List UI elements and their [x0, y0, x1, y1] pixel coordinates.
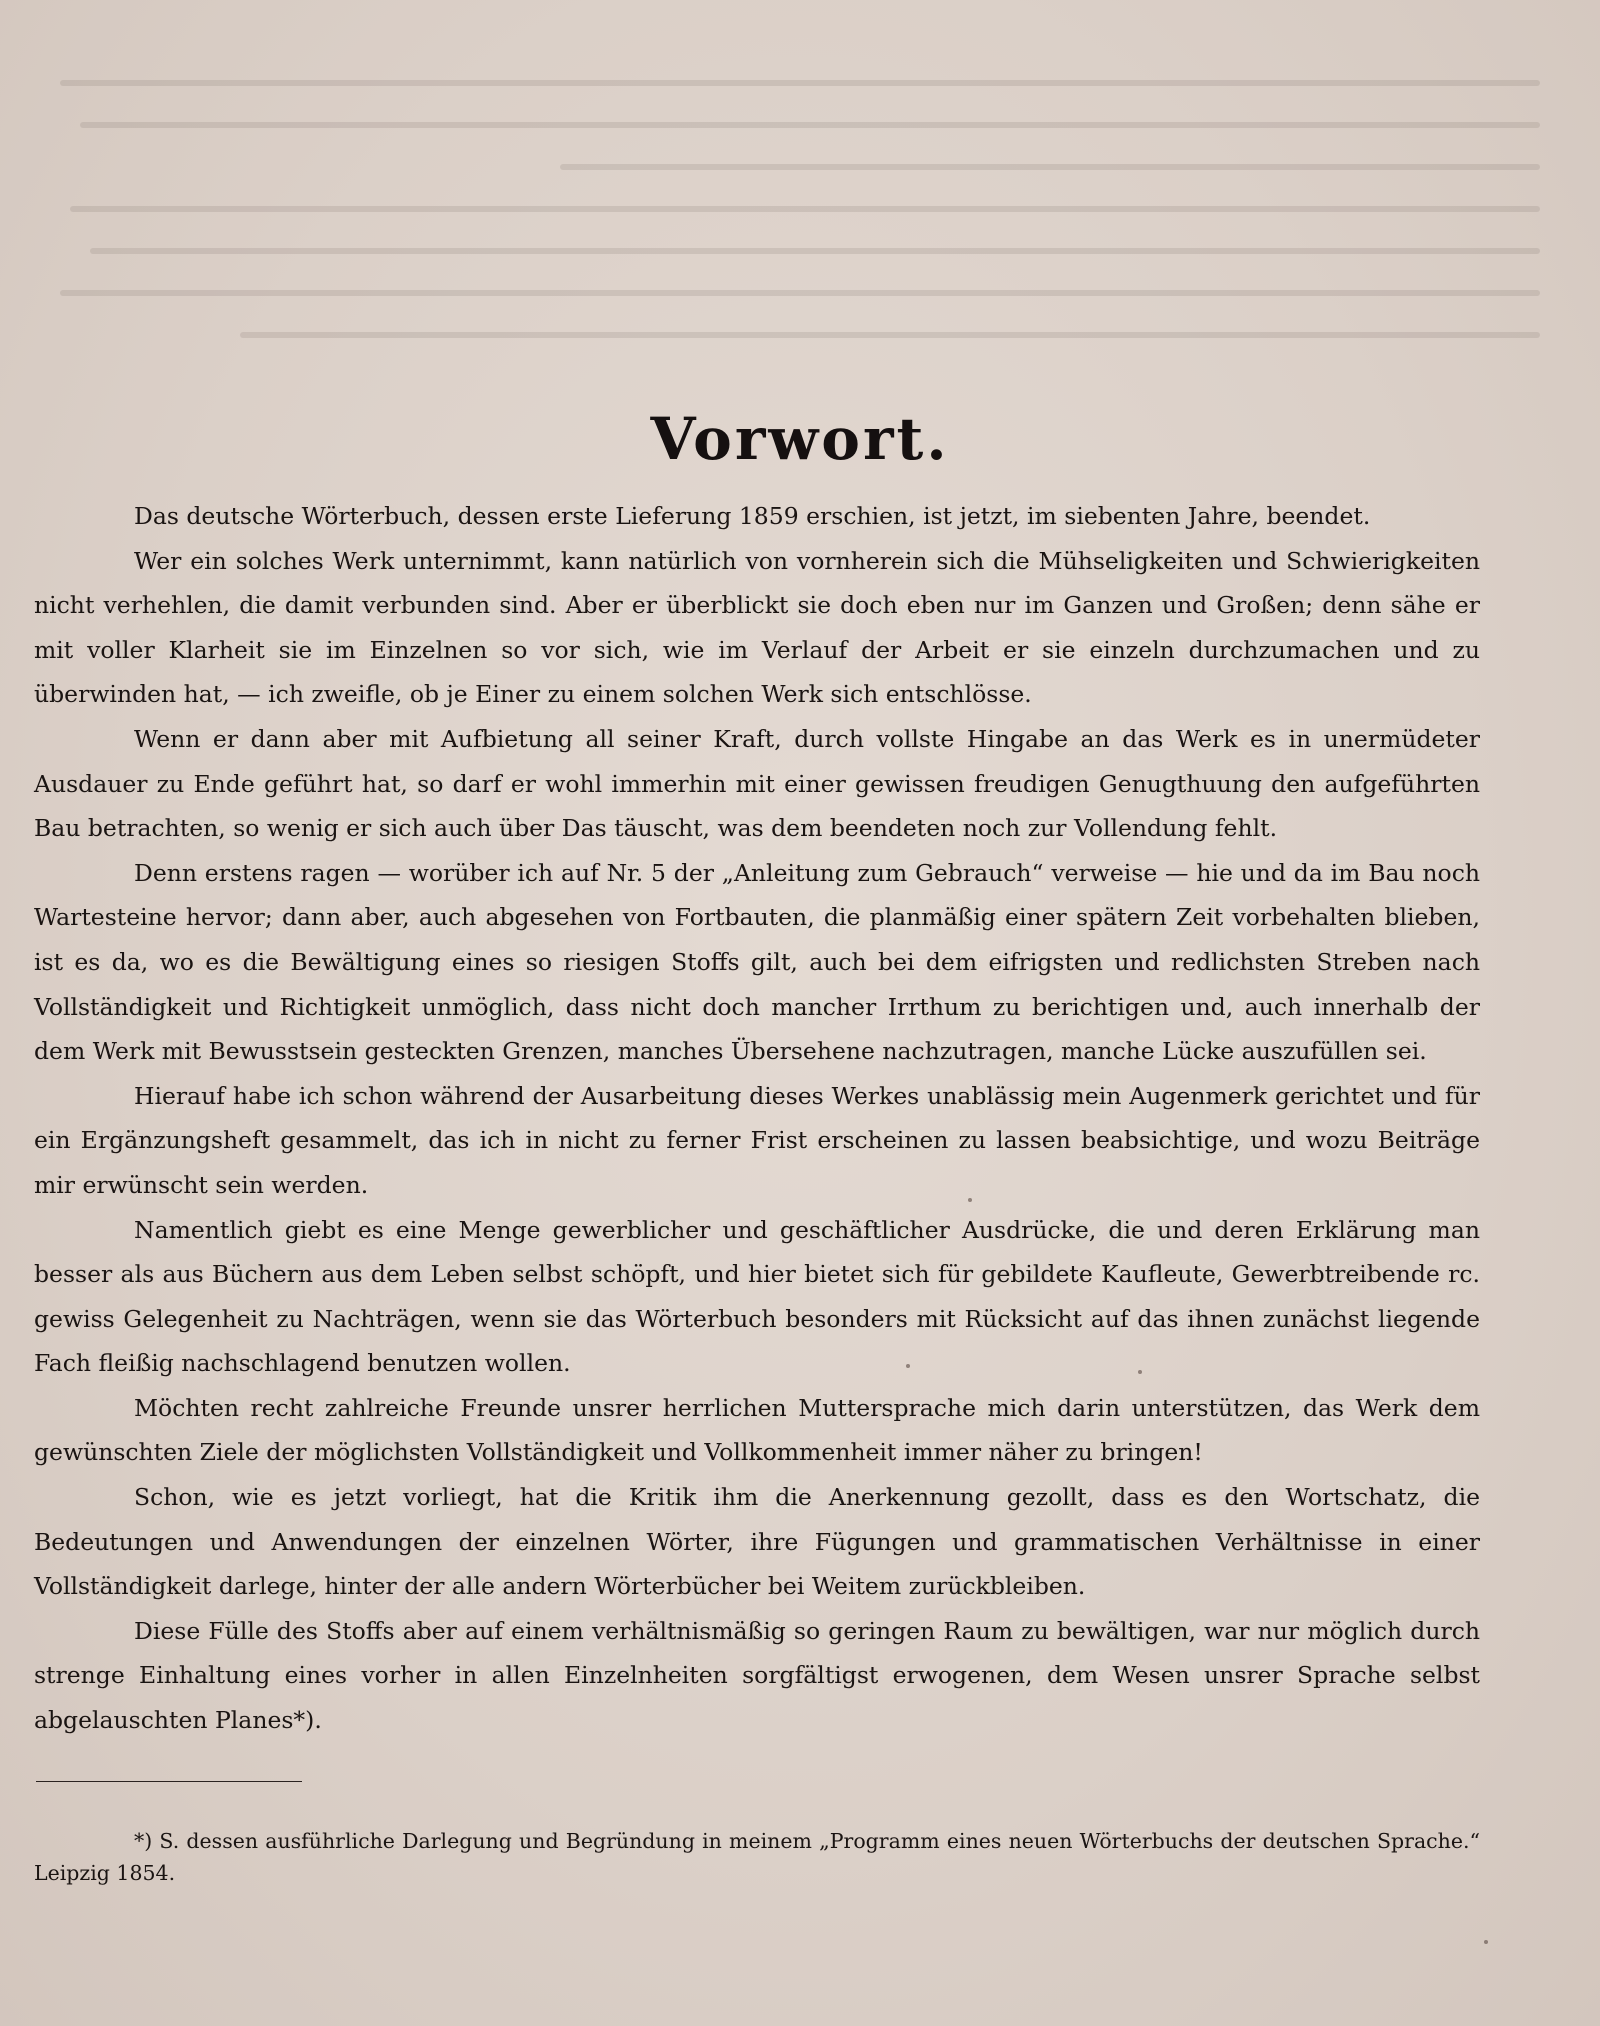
- paper-speck: [968, 1198, 972, 1202]
- paragraph: Wer ein solches Werk unternimmt, kann natürlich von vornherein sich die Mühseligkeiten und Schwierigkeiten nicht verhehlen, die damit verbunden sind. Aber er überblickt sie doch eben nur im Ganzen und Großen; denn sähe er mit voller Klarheit sie im Einzelnen so vor sich, wie im Verlauf der Arbeit er sie einzeln durchzumachen und zu überwinden hat, — ich zweifle, ob je Einer zu einem solchen Werk sich entschlösse.: [34, 546, 1480, 709]
- paragraph: Schon, wie es jetzt vorliegt, hat die Kritik ihm die Anerkennung gezollt, dass es den Wortschatz, die Bedeutungen und Anwendungen der einzelnen Wörter, ihre Fügungen und grammatischen Verhältnisse in einer Vollständigkeit darlege, hinter der alle andern Wörterbücher bei Weitem zurückbleiben.: [34, 1483, 1480, 1601]
- paragraph: Das deutsche Wörterbuch, dessen erste Lieferung 1859 erschien, ist jetzt, im siebenten Jahre, beendet.: [134, 502, 1371, 530]
- paragraph: Diese Fülle des Stoffs aber auf einem verhältnismäßig so geringen Raum zu bewältigen, war nur möglich durch strenge Einhaltung eines vorher in allen Einzelnheiten sorgfältigst erwogenen, dem Wesen unsrer Sprache selbst abgelauschten Planes*).: [34, 1616, 1480, 1735]
- paragraph: Denn erstens ragen — worüber ich auf Nr. 5 der „Anleitung zum Gebrauch“ verweise — hie und da im Bau noch Wartesteine hervor; dann aber, auch abgesehen von Fortbauten, die planmäßig einer spätern Zeit vorbehalten blieben, ist es da, wo es die Bewältigung eines so riesigen Stoffs gilt, auch bei dem eifrigsten und redlichsten Streben nach Vollständigkeit und Richtigkeit unmöglich, dass nicht doch mancher Irrthum zu berichtigen und, auch innerhalb der dem Werk mit Bewusstsein gesteckten Grenzen, manches Übersehene nachzutragen, manche Lücke auszufüllen sei.: [34, 858, 1480, 1066]
- footnote: *) S. dessen ausführliche Darlegung und Begründung in meinem „Programm eines neuen Wörterbuchs der deutschen Sprache.“ Leipzig 1854.: [34, 1829, 1480, 1885]
- paragraph: Wenn er dann aber mit Aufbietung all seiner Kraft, durch vollste Hingabe an das Werk es in unermüdeter Ausdauer zu Ende geführt hat, so darf er wohl immerhin mit einer gewissen freudigen Genugthuung den aufgeführten Bau betrachten, so wenig er sich auch über Das täuscht, was dem beendeten noch zur Vollendung fehlt.: [34, 724, 1480, 843]
- paper-speck: [1138, 1370, 1142, 1374]
- paragraph: Hierauf habe ich schon während der Ausarbeitung dieses Werkes unablässig mein Augenmerk gerichtet und für ein Ergänzungsheft gesammelt, das ich in nicht zu ferner Frist erscheinen zu lassen beabsichtige, und wozu Beiträge mir erwünscht sein werden.: [34, 1081, 1480, 1199]
- preface-body: [34, 494, 1480, 1743]
- bleed-through-texture: [40, 60, 1560, 390]
- paragraph: Möchten recht zahlreiche Freunde unsrer herrlichen Muttersprache mich darin unterstützen, das Werk dem gewünschten Ziele der möglichsten Vollständigkeit und Vollkommenheit immer näher zu bringen!: [34, 1393, 1480, 1467]
- bleed-through-shadow: [40, 60, 1560, 390]
- page-title: Vorwort.: [650, 404, 950, 473]
- paper-speck: [906, 1364, 910, 1368]
- paper-speck: [1484, 1940, 1488, 1944]
- paragraph: Namentlich giebt es eine Menge gewerblicher und geschäftlicher Ausdrücke, die und deren Erklärung man besser als aus Büchern aus dem Leben selbst schöpft, und hier bietet sich für gebildete Kaufleute, Gewerbtreibende rc. gewiss Gelegenheit zu Nachträgen, wenn sie das Wörterbuch besonders mit Rücksicht auf das ihnen zunächst liegende Fach fleißig nachschlagend benutzen wollen.: [34, 1215, 1480, 1378]
- footnote-divider: [36, 1781, 302, 1782]
